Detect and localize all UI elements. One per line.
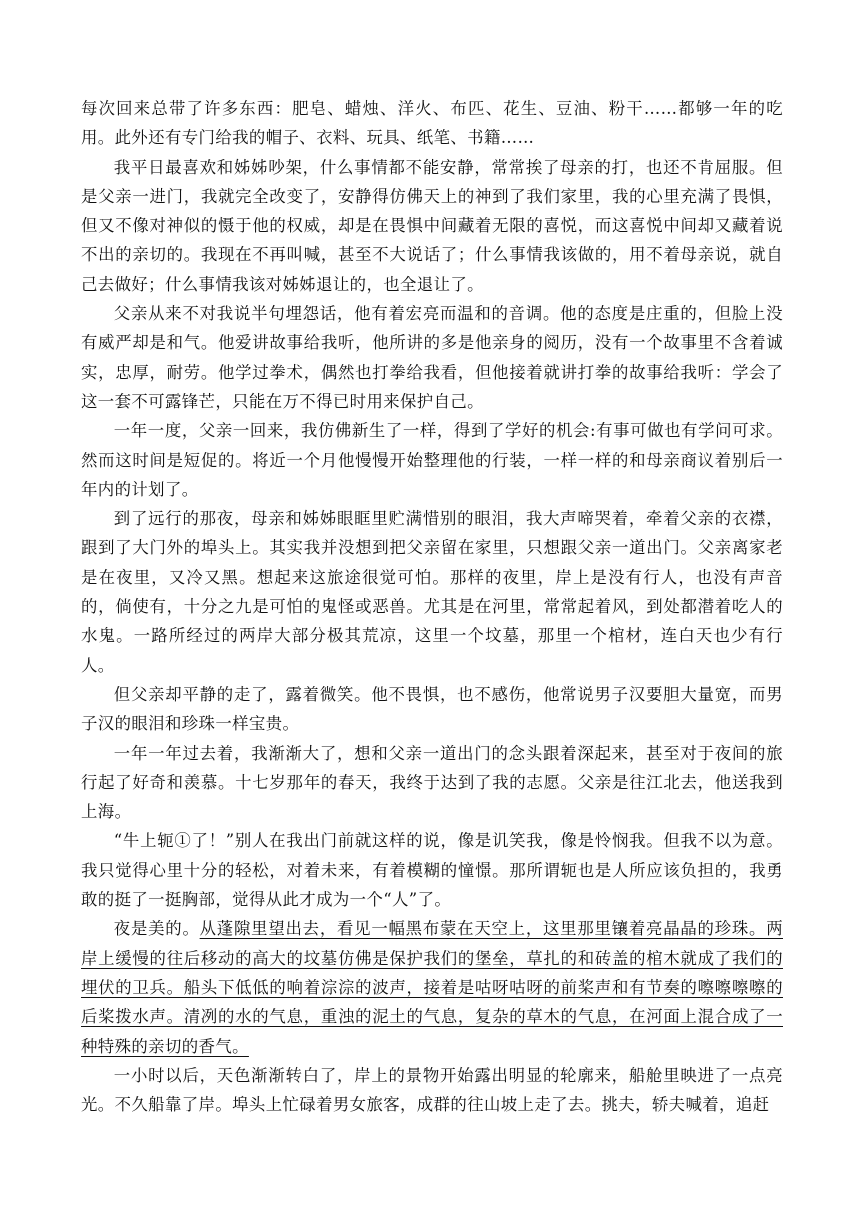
paragraph-lead: 夜是美的。	[113, 919, 200, 939]
paragraph-with-underline	[81, 914, 783, 1060]
paragraph: 我平日最喜欢和姊姊吵架，什么事情都不能安静，常常挨了母亲的打，也还不肯屈服。但是父亲一进门，我就完全改变了，安静得仿佛天上的神到了我们家里，我的心里充满了畏惧，但又不像对神似的慑于他的权威，却是在畏惧中间藏着无限的喜悦，而这喜悦中间却又藏着说不出的亲切的。我现在不再叫喊，甚至不大说话了；什么事情我该做的，用不着母亲说，就自己去做好；什么事情我该对姊姊退让的，也全退让了。	[81, 157, 783, 294]
paragraph: “牛上轭①了！”别人在我出门前就这样的说，像是讥笑我，像是怜悯我。但我不以为意。我只觉得心里十分的轻松，对着未来，有着模糊的憧憬。那所谓轭也是人所应该负担的，我勇敢的挺了一挺胸部，觉得从此才成为一个“人”了。	[81, 831, 783, 910]
document-body	[81, 94, 783, 1119]
paragraph: 父亲从来不对我说半句埋怨话，他有着宏亮而温和的音调。他的态度是庄重的，但脸上没有威严却是和气。他爱讲故事给我听，他所讲的多是他亲身的阅历，没有一个故事里不含着诚实，忠厚，耐劳。他学过拳术，偶然也打拳给我看，但他接着就讲打拳的故事给我听：学会了这一套不可露锋芒，只能在万不得已时用来保护自己。	[81, 304, 783, 411]
underlined-passage: 从蓬隙里望出去，看见一幅黑布蒙在天空上，这里那里镶着亮晶晶的珍珠。两岸上缓慢的往后移动的高大的坟墓仿佛是保护我们的堡垒，草扎的和砖盖的棺木就成了我们的埋伏的卫兵。船头下低低的响着淙淙的波声，接着是咕呀咕呀的前桨声和有节奏的嚓嚓嚓嚓的后桨拨水声。清冽的水的气息，重浊的泥土的气息，复杂的草木的气息，在河面上混合成了一种特殊的亲切的香气。	[81, 919, 783, 1056]
paragraph: 一年一年过去着，我渐渐大了，想和父亲一道出门的念头跟着深起来，甚至对于夜间的旅行起了好奇和羡慕。十七岁那年的春天，我终于达到了我的志愿。父亲是往江北去，他送我到上海。	[81, 743, 783, 822]
paragraph: 但父亲却平静的走了，露着微笑。他不畏惧，也不感伤，他常说男子汉要胆大量宽，而男子汉的眼泪和珍珠一样宝贵。	[81, 684, 783, 734]
paragraph: 到了远行的那夜，母亲和姊姊眼眶里贮满惜别的眼泪，我大声啼哭着，牵着父亲的衣襟，跟到了大门外的埠头上。其实我并没想到把父亲留在家里，只想跟父亲一道出门。父亲离家老是在夜里，又冷又黑。想起来这旅途很觉可怕。那样的夜里，岸上是没有行人，也没有声音的，倘使有，十分之九是可怕的鬼怪或恶兽。尤其是在河里，常常起着风，到处都潜着吃人的水鬼。一路所经过的两岸大部分极其荒凉，这里一个坟墓，那里一个棺材，连白天也少有行人。	[81, 509, 783, 675]
paragraph: 一年一度，父亲一回来，我仿佛新生了一样，得到了学好的机会:有事可做也有学问可求。然而这时间是短促的。将近一个月他慢慢开始整理他的行装，一样一样的和母亲商议着别后一年内的计划了。	[81, 421, 783, 499]
paragraph-continued: 每次回来总带了许多东西：肥皂、蜡烛、洋火、布匹、花生、豆油、粉干……都够一年的吃用。此外还有专门给我的帽子、衣料、玩具、纸笔、书籍……	[81, 99, 783, 148]
paragraph-truncated: 一小时以后，天色渐渐转白了，岸上的景物开始露出明显的轮廓来，船舱里映进了一点亮光。不久船靠了岸。埠头上忙碌着男女旅客，成群的往山坡上走了去。挑夫，轿夫喊着，追赶	[81, 1065, 783, 1115]
